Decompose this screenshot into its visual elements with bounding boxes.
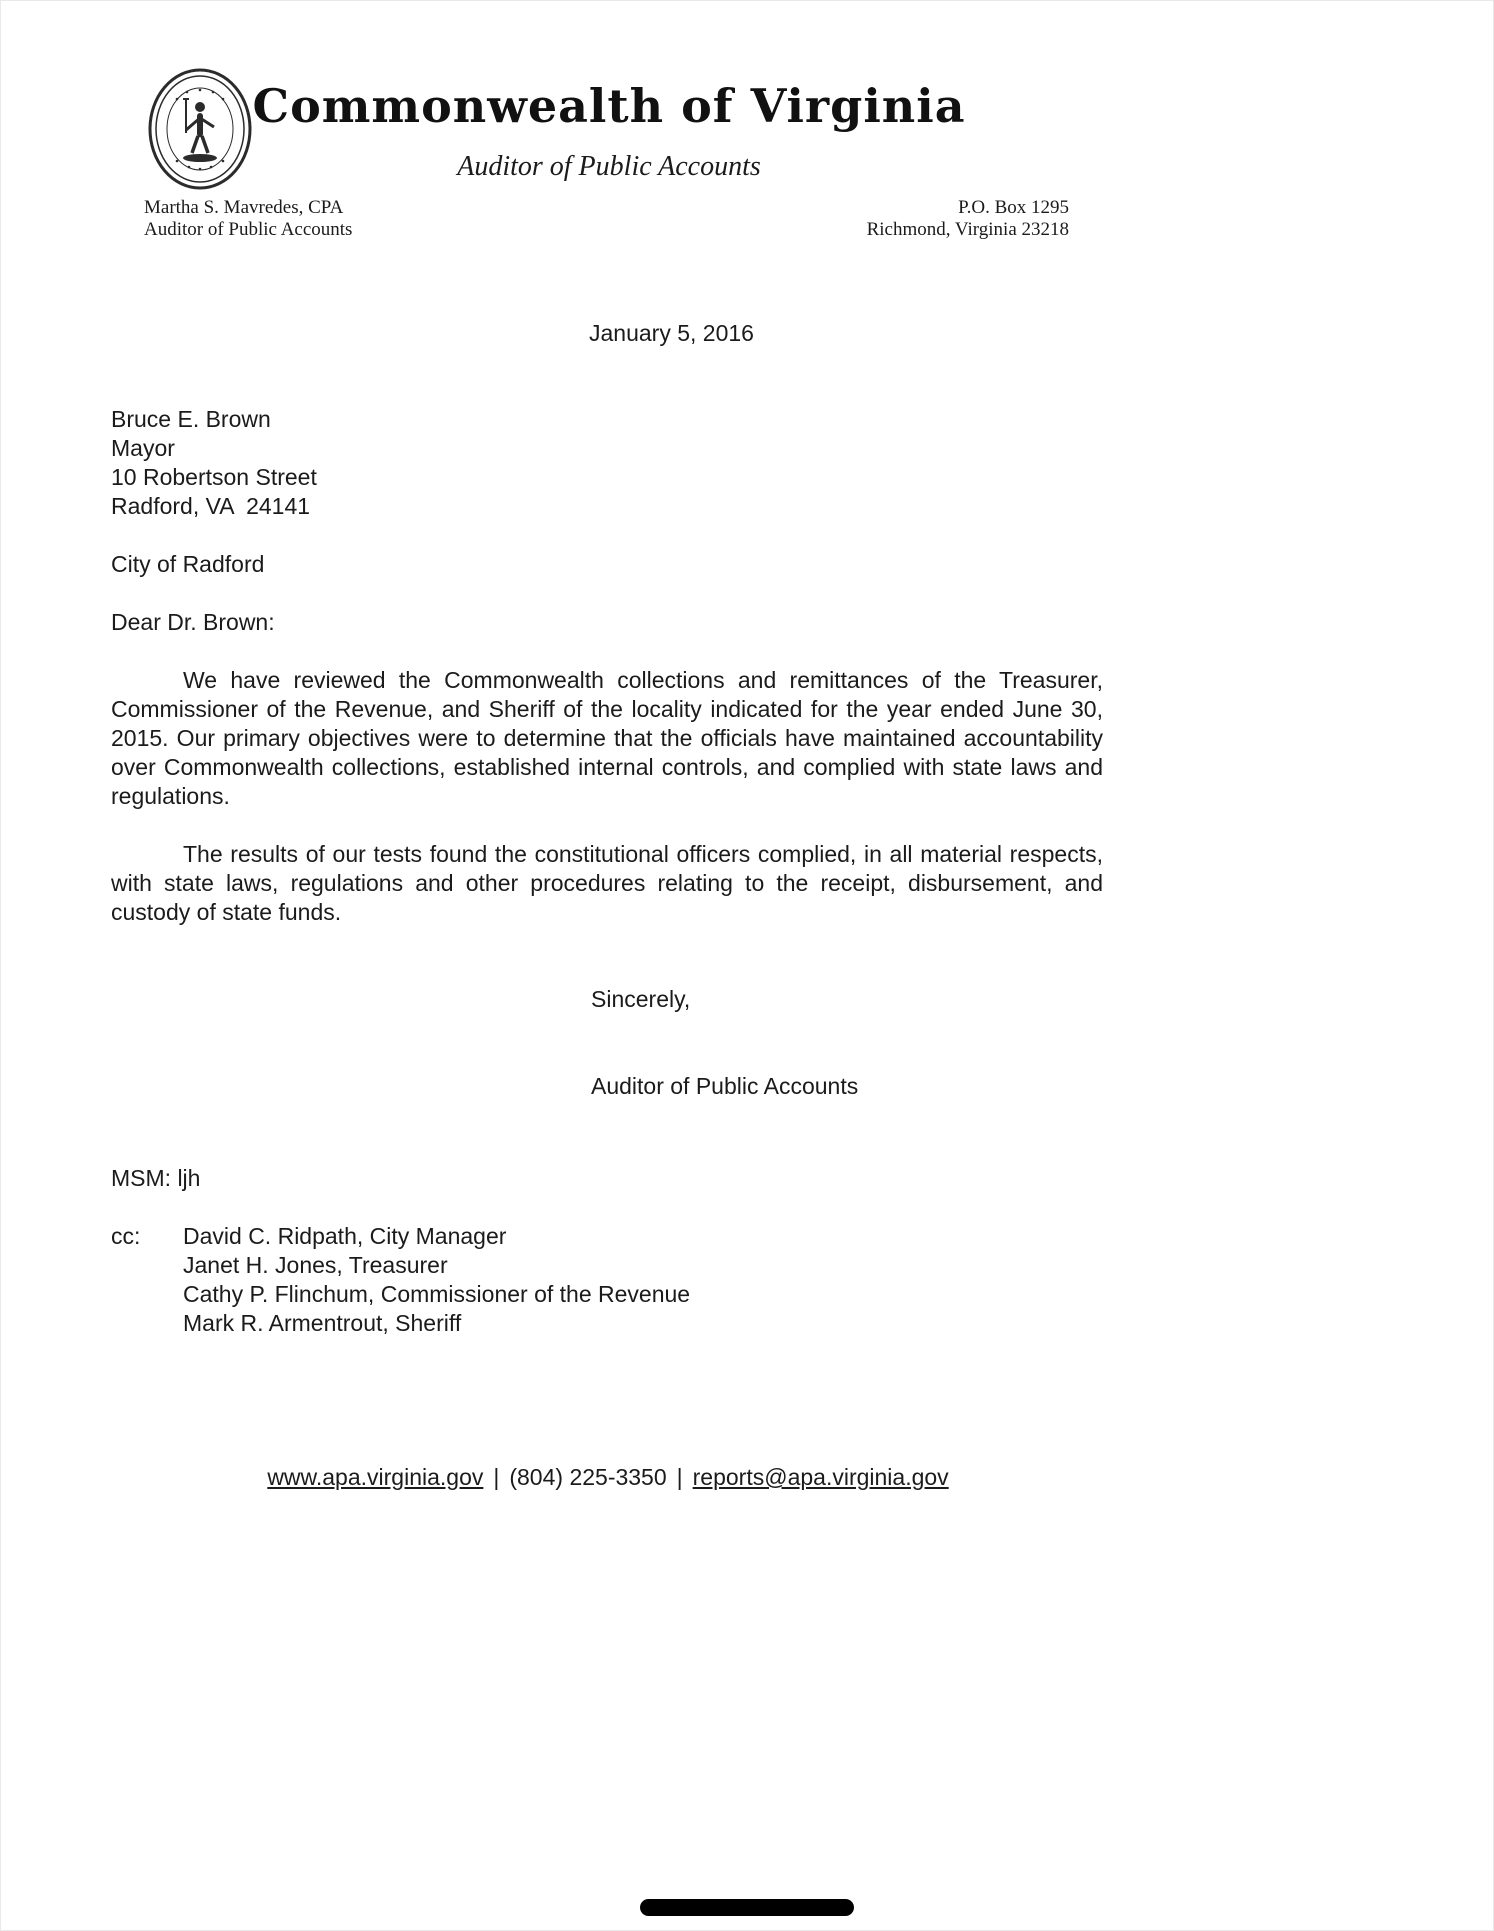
reference-initials: MSM: ljh bbox=[111, 1165, 201, 1191]
cc-label: cc: bbox=[111, 1223, 141, 1249]
po-box-line: P.O. Box 1295 bbox=[958, 197, 1069, 218]
recipient-city-state-zip: Radford, VA 24141 bbox=[111, 493, 311, 519]
official-name: Martha S. Mavredes, CPA bbox=[144, 197, 344, 218]
recipient-title: Mayor bbox=[111, 435, 175, 461]
footer-separator: | bbox=[676, 1464, 683, 1490]
body-paragraph-1: We have reviewed the Commonwealth collections and remittances of the Treasurer, Commissioner of the Revenue, and Sheriff of the locality indicated for the year ended June 30, 2015. Our primary objectives were to determine that the officials have maintained accountability over Commonwealth collections, established internal controls, and complied with state laws and regulations. bbox=[111, 667, 1103, 809]
footer-separator: | bbox=[493, 1464, 500, 1490]
cc-block bbox=[111, 1222, 1103, 1338]
city-state-zip-line: Richmond, Virginia 23218 bbox=[866, 219, 1069, 240]
letterhead-address-block bbox=[1, 197, 1069, 241]
salutation: Dear Dr. Brown: bbox=[111, 609, 275, 635]
date-line: January 5, 2016 bbox=[589, 320, 754, 346]
recipient-street: 10 Robertson Street bbox=[111, 464, 317, 490]
home-indicator-bar[interactable] bbox=[640, 1899, 854, 1916]
closing-line: Sincerely, bbox=[591, 986, 691, 1012]
footer-contact-line bbox=[111, 1463, 1105, 1492]
email-link[interactable]: reports@apa.virginia.gov bbox=[692, 1464, 949, 1490]
official-title: Auditor of Public Accounts bbox=[144, 219, 353, 240]
cc-item: Cathy P. Flinchum, Commissioner of the Revenue bbox=[183, 1281, 691, 1307]
locality-line: City of Radford bbox=[111, 551, 265, 577]
cc-item: Janet H. Jones, Treasurer bbox=[183, 1252, 448, 1278]
recipient-address-block bbox=[111, 405, 1103, 521]
website-link[interactable]: www.apa.virginia.gov bbox=[267, 1464, 484, 1490]
body-paragraph-2: The results of our tests found the constitutional officers complied, in all material respects, with state laws, regulations and other procedures relating to the receipt, disbursement, and custody of state funds. bbox=[111, 841, 1103, 925]
letterhead-title: Commonwealth of Virginia bbox=[252, 79, 966, 133]
recipient-name: Bruce E. Brown bbox=[111, 406, 271, 432]
signature-title: Auditor of Public Accounts bbox=[591, 1073, 859, 1099]
phone-number: (804) 225-3350 bbox=[509, 1464, 667, 1490]
cc-list bbox=[183, 1222, 690, 1338]
letterhead-subtitle: Auditor of Public Accounts bbox=[457, 151, 761, 182]
cc-item: David C. Ridpath, City Manager bbox=[183, 1223, 507, 1249]
cc-item: Mark R. Armentrout, Sheriff bbox=[183, 1310, 462, 1336]
